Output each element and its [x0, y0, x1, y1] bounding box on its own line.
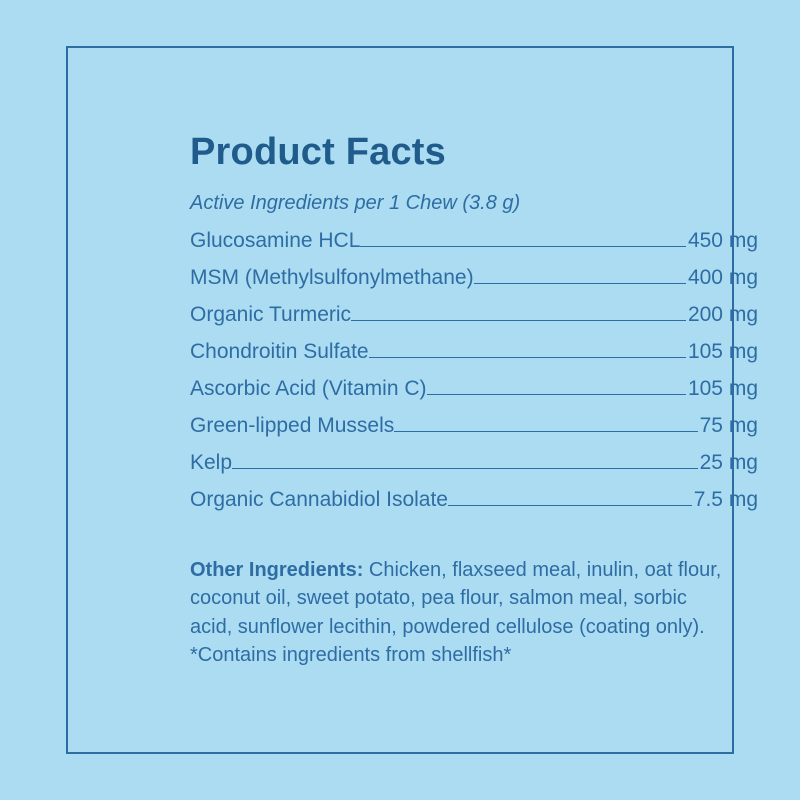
list-item — [190, 414, 758, 438]
ingredient-amount: 105 mg — [687, 339, 758, 363]
list-item — [190, 488, 758, 512]
ingredient-amount: 450 mg — [687, 228, 758, 252]
leader-line — [369, 356, 686, 358]
ingredient-name: Glucosamine HCL — [190, 228, 361, 252]
list-item — [190, 266, 758, 290]
product-facts-content — [190, 132, 758, 669]
leader-line — [474, 282, 686, 284]
list-item — [190, 377, 758, 401]
other-ingredients-block — [190, 556, 730, 670]
ingredient-name: Organic Cannabidiol Isolate — [190, 487, 448, 511]
leader-line — [351, 319, 686, 321]
leader-line — [427, 393, 686, 395]
ingredient-amount: 75 mg — [699, 413, 758, 437]
ingredient-name: Chondroitin Sulfate — [190, 339, 369, 363]
ingredient-amount: 400 mg — [687, 265, 758, 289]
page-title: Product Facts — [190, 131, 446, 173]
shellfish-note: *Contains ingredients from shellfish* — [190, 643, 512, 666]
leader-line — [448, 504, 692, 506]
ingredient-name: MSM (Methylsulfonylmethane) — [190, 265, 474, 289]
product-facts-panel — [66, 46, 758, 754]
leader-line — [394, 430, 697, 432]
leader-line — [360, 245, 686, 247]
list-item — [190, 229, 758, 253]
ingredient-amount: 7.5 mg — [693, 487, 758, 511]
ingredient-name: Organic Turmeric — [190, 302, 352, 326]
ingredient-amount: 200 mg — [687, 302, 758, 326]
ingredient-name: Green-lipped Mussels — [190, 413, 395, 437]
other-ingredients-label: Other Ingredients: — [190, 558, 364, 581]
ingredient-name: Ascorbic Acid (Vitamin C) — [190, 376, 427, 400]
ingredient-list — [190, 229, 758, 512]
ingredient-amount: 25 mg — [699, 450, 758, 474]
ingredient-amount: 105 mg — [687, 376, 758, 400]
leader-line — [232, 467, 698, 469]
ingredient-name: Kelp — [190, 450, 233, 474]
list-item — [190, 451, 758, 475]
active-ingredients-subtitle: Active Ingredients per 1 Chew (3.8 g) — [190, 191, 521, 214]
list-item — [190, 303, 758, 327]
list-item — [190, 340, 758, 364]
other-ingredients-text: Chicken, flaxseed meal, inulin, oat flour, coconut oil, sweet potato, pea flour, salmon meal, sorbic acid, sunflower lecithin, powdered cellulose (coating only). — [190, 558, 722, 638]
